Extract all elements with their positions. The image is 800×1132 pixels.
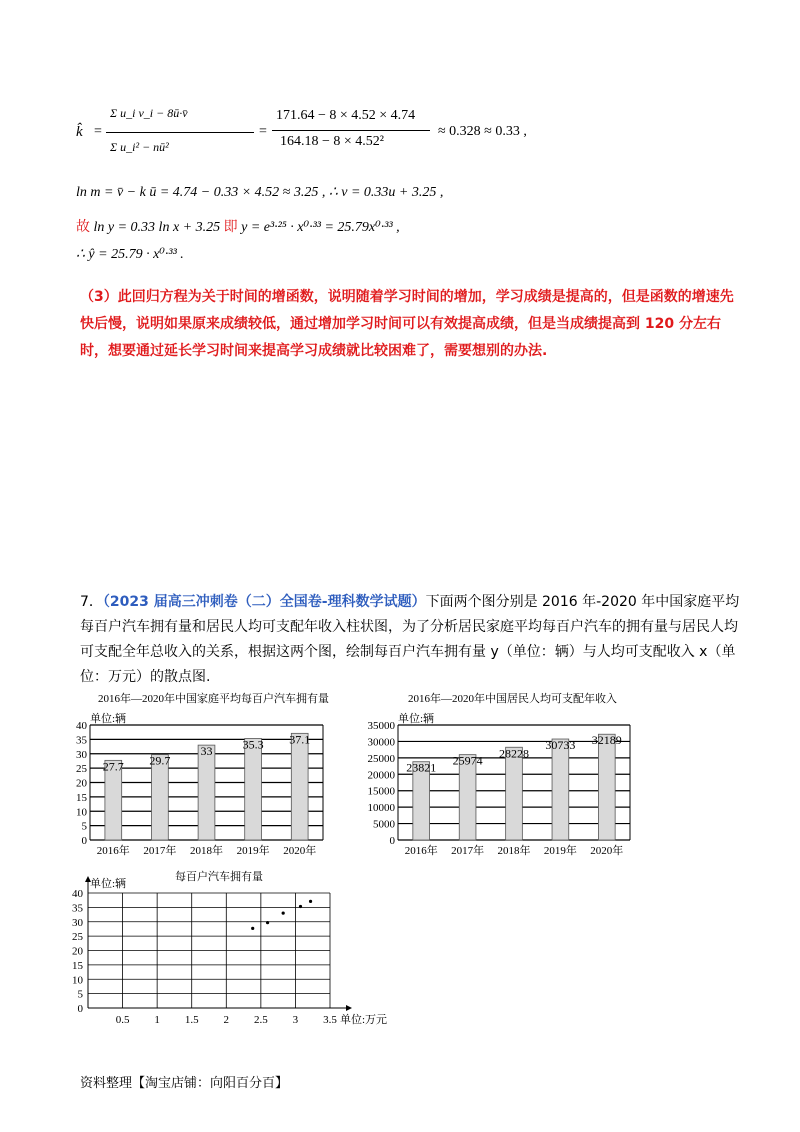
data-label: 25974 (452, 753, 483, 768)
question-7 (80, 590, 740, 690)
y-ticks (72, 888, 84, 1015)
chart-xlabel: 单位:万元 (340, 1014, 388, 1026)
x-tick-label: 2016年 (96, 845, 130, 857)
x-tick-label: 2016年 (404, 845, 438, 857)
k-fraction-1-num: Σ u_i v_i − 8ū·v̄ (110, 106, 188, 120)
y-tick-label: 40 (76, 720, 87, 732)
x-tick-label: 2017年 (451, 845, 485, 857)
y-ticks (368, 720, 396, 847)
data-label: 29.7 (149, 753, 171, 768)
x-tick-label: 1 (154, 1014, 160, 1026)
y-tick-label: 5 (77, 988, 83, 1001)
y-tick-label: 20 (76, 777, 87, 790)
chart-title: 2016年—2020年中国居民人均可支配年收入 (408, 693, 617, 705)
chart-ylabel: 单位:辆 (90, 713, 127, 725)
bar (242, 737, 264, 840)
bar (598, 734, 615, 840)
x-tick-label: 2017年 (143, 845, 177, 857)
scatter-point (251, 927, 254, 930)
data-label: 35.3 (242, 737, 264, 752)
data-label: 32189 (591, 733, 622, 748)
x-tick-label: 2019年 (236, 845, 270, 857)
x-ticks (97, 843, 316, 857)
x-tick-label: 2018年 (497, 845, 531, 857)
x-tick-label: 2020年 (590, 845, 624, 857)
y-tick-label: 25 (72, 931, 83, 944)
chart-title: 2016年—2020年中国家庭平均每百户汽车拥有量 (98, 693, 329, 705)
k-result: ≈ 0.328 ≈ 0.33 , (438, 124, 527, 139)
y-ticks (76, 720, 88, 847)
formula-y-hat: ∴ ŷ = 25.79 · x⁰·³³ . (76, 247, 184, 262)
data-label: 37.1 (289, 732, 311, 747)
bar (506, 747, 523, 840)
ln-y-mid: ln y = 0.33 ln x + 3.25 (90, 220, 224, 235)
y-tick-label: 30 (76, 748, 87, 761)
bar (552, 739, 569, 840)
scatter-point (309, 900, 312, 903)
scatter-point (282, 912, 285, 915)
y-tick-label: 0 (389, 835, 395, 847)
y-tick-label: 0 (81, 835, 87, 847)
y-tick-label: 25000 (367, 752, 395, 765)
k-fraction-1-den: Σ u_i² − nū² (110, 140, 169, 154)
x-tick-label: 2018年 (190, 845, 223, 857)
chart-ylabel: 单位:辆 (398, 713, 435, 725)
y-tick-label: 10 (72, 974, 83, 987)
solution-3 (80, 284, 740, 365)
y-tick-label: 0 (77, 1003, 83, 1015)
data-label: 27.7 (102, 759, 124, 774)
k-fraction-2 (272, 108, 432, 158)
data-label: 30733 (545, 738, 576, 753)
x-axis-arrow (346, 1005, 352, 1011)
k-fraction-2-den: 164.18 − 8 × 4.52² (280, 134, 384, 149)
y-tick-label: 20 (72, 945, 83, 958)
data-label: 23821 (406, 760, 437, 775)
y-tick-label: 30000 (367, 736, 395, 749)
gridlines (85, 876, 352, 1011)
x-tick-label: 2 (223, 1014, 230, 1026)
formula-ln-m: ln m = v̄ − k ū = 4.74 − 0.33 × 4.52 ≈ 3.25 , ∴ v = 0.33u + 3.25 , (76, 185, 444, 200)
y-tick-label: 20000 (367, 769, 395, 782)
chart-scatter (60, 868, 410, 1033)
fraction-bar (272, 130, 430, 131)
formula-k-hat (76, 100, 676, 170)
y-tick-label: 10000 (367, 802, 395, 815)
y-tick-label: 35 (72, 902, 83, 915)
y-tick-label: 10 (76, 806, 87, 819)
data-label: 33 (200, 744, 213, 759)
points (251, 900, 312, 930)
ln-y-rest: y = e³·²⁵ · x⁰·³³ = 25.79x⁰·³³ , (237, 220, 400, 235)
bar (289, 732, 311, 840)
y-tick-label: 25 (76, 763, 87, 776)
question-7-number: 7． (80, 594, 103, 610)
x-tick-label: 3.5 (323, 1014, 337, 1026)
y-tick-label: 5 (81, 820, 87, 833)
y-tick-label: 35 (76, 734, 87, 747)
y-tick-label: 40 (72, 888, 83, 900)
y-tick-label: 15000 (367, 785, 395, 798)
x-tick-label: 3 (292, 1014, 299, 1026)
y-tick-label: 35000 (367, 720, 395, 732)
k-fraction-1 (106, 100, 256, 170)
k-fraction-2-num: 171.64 − 8 × 4.52 × 4.74 (276, 108, 416, 123)
solution-3-label: （3） (80, 289, 118, 305)
y-tick-label: 15 (72, 959, 83, 972)
formula-ln-y (76, 216, 400, 236)
x-ticks (116, 1014, 338, 1026)
ln-y-ji: 即 (223, 219, 238, 235)
k-equals: = (94, 124, 102, 139)
y-tick-label: 15 (76, 791, 87, 804)
bar (198, 745, 215, 840)
x-tick-label: 2.5 (253, 1014, 268, 1026)
fraction-bar (106, 132, 254, 133)
scatter-point (266, 921, 269, 924)
k-hat-symbol: k̂ (76, 124, 83, 140)
chart-income (350, 688, 640, 863)
question-7-source: （2023 届高三冲刺卷（二）全国卷-理科数学试题） (102, 594, 426, 610)
x-ticks (405, 843, 624, 857)
k-equals-2: = (259, 124, 267, 139)
x-tick-label: 1.5 (184, 1014, 199, 1026)
chart-ylabel: 单位:辆 (90, 878, 127, 890)
y-tick-label: 30 (72, 916, 83, 929)
scatter-point (299, 905, 302, 908)
x-tick-label: 2020年 (283, 845, 317, 857)
data-label: 28228 (499, 746, 529, 761)
chart-title: 每百户汽车拥有量 (175, 871, 263, 883)
ln-y-prefix: 故 (76, 219, 90, 235)
chart-car-ownership (68, 688, 348, 863)
question-7-text: 下面两个图分别是 2016 年-2020 年中国家庭平均每百户汽车拥有量和居民人均可支配年收入柱状图，为了分析居民家庭平均每百户汽车的拥有量与居民人均可支配全年总收入的关系，根据这两个图，绘制每百户汽车拥有量 y（单位：辆）与人均可支配收入 x（单位：万元）的散点图. (80, 594, 740, 685)
x-tick-label: 2019年 (543, 845, 577, 857)
solution-3-text: 此回归方程为关于时间的增函数，说明随着学习时间的增加，学习成绩是提高的，但是函数的增速先快后慢，说明如果原来成绩较低，通过增加学习时间可以有效提高成绩，但是当成绩提高到 120 分左右时，想要通过延长学习时间来提高学习成绩就比较困难了，需要想别的办法. (80, 289, 734, 359)
bars (103, 732, 310, 840)
y-tick-label: 5000 (373, 818, 395, 831)
x-tick-label: 0.5 (115, 1014, 130, 1026)
footer-note: 资料整理【淘宝店铺：向阳百分百】 (80, 1076, 289, 1091)
